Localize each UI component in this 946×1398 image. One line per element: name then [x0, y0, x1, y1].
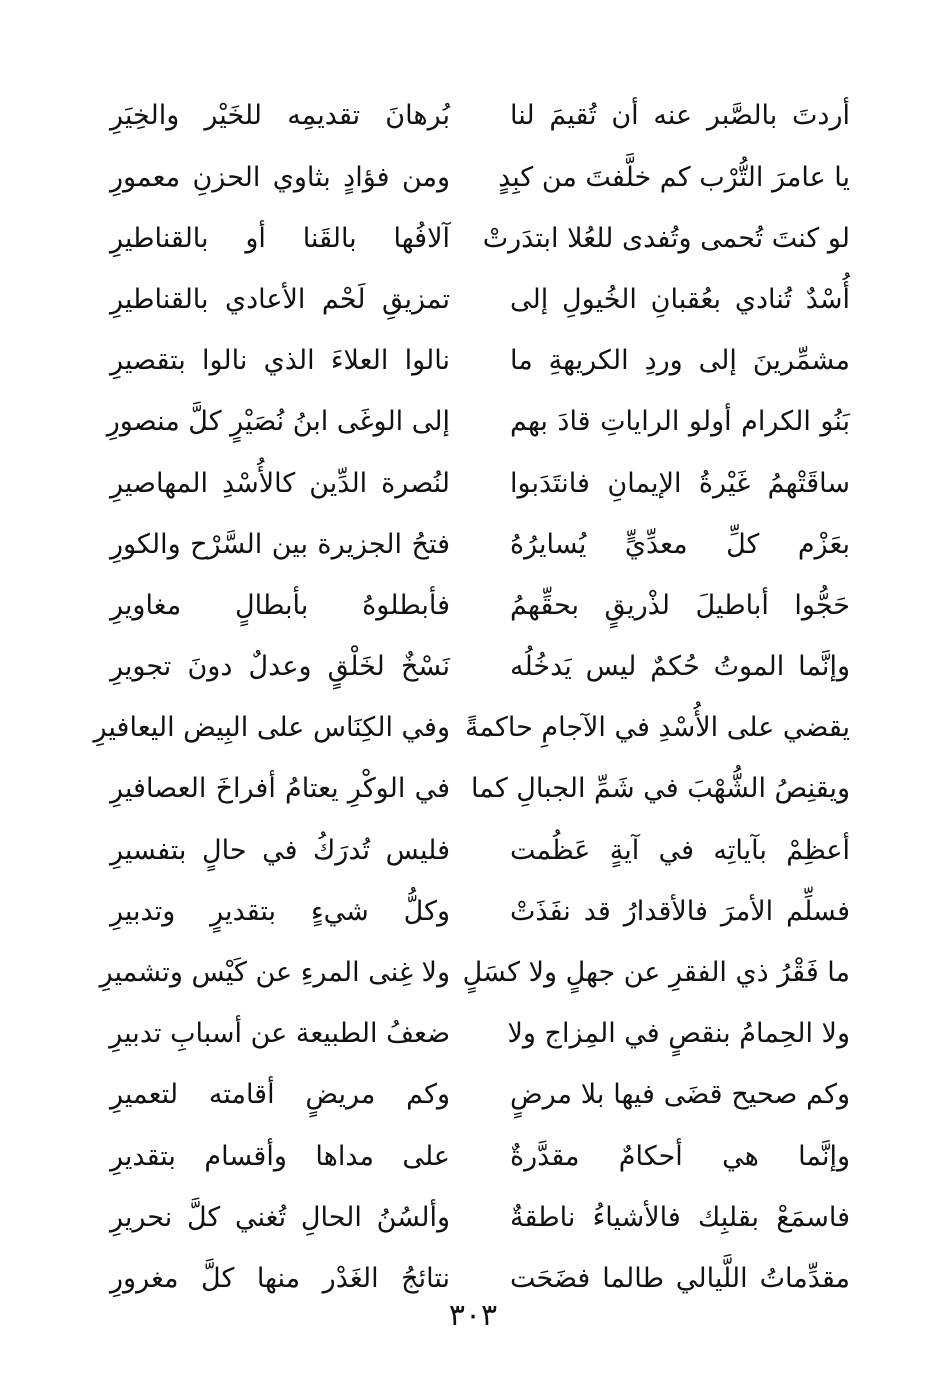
verse-second-hemistich: وألسُنُ الحالِ تُغني كلَّ نحريرِ [110, 1201, 450, 1233]
verse-second-hemistich: وكلُّ شيءٍ بتقديرٍ وتدبيرِ [110, 895, 450, 927]
verse-line [106, 392, 850, 453]
verse-second-hemistich: وفي الكِنَاس على البِيض اليعافيرِ [93, 712, 450, 744]
verse-line [110, 208, 850, 269]
verse-line [110, 86, 850, 147]
verse-line [110, 759, 850, 820]
verse-line [99, 943, 850, 1004]
verse-second-hemistich: لنُصرة الدِّين كالأُسْدِ المهاصيرِ [110, 467, 450, 499]
verse-second-hemistich: نتائجُ الغَدْر منها كلَّ مغرورِ [110, 1262, 450, 1294]
verse-line [110, 1004, 850, 1065]
verse-second-hemistich: في الوكْرِ يعتامُ أفراخَ العصافيرِ [110, 773, 450, 805]
verse-first-hemistich: بَنُو الكرام أولو الراياتِ قادَ بهم [510, 406, 850, 438]
verse-first-hemistich: ما فَقْرُ ذي الفقرِ عن جهلٍ ولا كسَلٍ [462, 957, 850, 989]
verse-first-hemistich: ساقَتْهمُ غَيْرةُ الإيمانِ فانتَدَبوا [510, 467, 850, 499]
poem-body [93, 86, 850, 1310]
verse-first-hemistich: يقضي على الأُسْدِ في الآجامِ حاكمةً [464, 712, 850, 744]
verse-first-hemistich: أعظِمْ بآياتِه في آيةٍ عَظُمت [510, 834, 850, 866]
verse-line [110, 514, 850, 575]
verse-first-hemistich: حَجُّوا أباطيلَ لذْريقٍ بحقِّهمُ [510, 589, 850, 621]
verse-first-hemistich: أُسْدٌ تُنادي بعُقبانِ الخُيولِ إلى [510, 283, 850, 315]
verse-first-hemistich: مشمِّرينَ إلى وردِ الكريهةِ ما [510, 345, 850, 377]
verse-first-hemistich: بعَزْم كلِّ معدِّيٍّ يُسايرُهُ [510, 528, 850, 560]
verse-line [110, 1065, 850, 1126]
verse-second-hemistich: آلافُها بالقَنا أو بالقناطيرِ [110, 222, 450, 254]
verse-first-hemistich: فسلِّم الأمرَ فالأقدارُ قد نفَذَتْ [510, 895, 850, 927]
verse-line [110, 453, 850, 514]
verse-second-hemistich: فتحُ الجزيرة بين السَّرْح والكورِ [110, 528, 450, 560]
verse-first-hemistich: ولا الحِمامُ بنقصٍ في المِزاج ولا [507, 1018, 850, 1050]
verse-line [110, 331, 850, 392]
verse-second-hemistich: فأبطلوهُ بأبطالٍ مغاويرِ [110, 589, 450, 621]
verse-line [110, 1126, 850, 1187]
verse-first-hemistich: وإنَّما الموتُ حُكمٌ ليس يَدخُلُه [510, 651, 850, 683]
verse-first-hemistich: فاسمَعْ بقلبِك فالأشياءُ ناطقةٌ [510, 1201, 850, 1233]
verse-first-hemistich: أردتَ بالصَّبر عنه أن تُقيمَ لنا [510, 100, 850, 132]
verse-first-hemistich: مقدِّماتُ اللَّيالي طالما فضَحَت [510, 1262, 850, 1294]
verse-first-hemistich: ويقنِصُ الشُّهْبَ في شَمِّ الجبالِ كما [471, 773, 850, 805]
verse-line [110, 820, 850, 881]
verse-line [93, 698, 850, 759]
verse-line [110, 147, 850, 208]
verse-second-hemistich: نالوا العلاءَ الذي نالوا بتقصيرِ [110, 345, 450, 377]
verse-line [110, 637, 850, 698]
page-number: ٣٠٣ [448, 1298, 498, 1333]
verse-line [110, 1187, 850, 1248]
verse-second-hemistich: إلى الوغَى ابنُ نُصَيْرٍ كلَّ منصورِ [106, 406, 450, 438]
verse-first-hemistich: يا عامرَ التُّرْب كم خلَّفتَ من كبِدٍ [498, 161, 850, 193]
verse-second-hemistich: وكم مريضٍ أقامته لتعميرِ [110, 1079, 450, 1111]
verse-first-hemistich: وكم صحيح قضَى فيها بلا مرضٍ [510, 1079, 850, 1111]
verse-line [110, 270, 850, 331]
verse-second-hemistich: تمزيقِ لَحْم الأعادي بالقناطيرِ [110, 283, 450, 315]
verse-second-hemistich: ولا غِنى المرءِ عن كَيْس وتشميرِ [99, 957, 450, 989]
verse-second-hemistich: فليس تُدرَكُ في حالٍ بتفسيرِ [110, 834, 450, 866]
verse-line [110, 881, 850, 942]
verse-first-hemistich: لو كنتَ تُحمى وتُفدى للعُلا ابتدَرتْ [482, 222, 850, 254]
verse-line [110, 576, 850, 637]
verse-second-hemistich: على مداها وأقسام بتقديرِ [110, 1140, 450, 1172]
verse-second-hemistich: بُرهانَ تقديمِه للخَيْر والخِيَرِ [110, 100, 450, 132]
verse-first-hemistich: وإنَّما هي أحكامٌ مقدَّرةٌ [510, 1140, 850, 1172]
verse-second-hemistich: ومن فؤادٍ بثاوي الحزنِ معمورِ [110, 161, 450, 193]
verse-second-hemistich: نَسْخٌ لخَلْقٍ وعدلٌ دونَ تجويرِ [110, 651, 450, 683]
verse-second-hemistich: ضعفُ الطبيعة عن أسبابِ تدبيرِ [109, 1018, 450, 1050]
